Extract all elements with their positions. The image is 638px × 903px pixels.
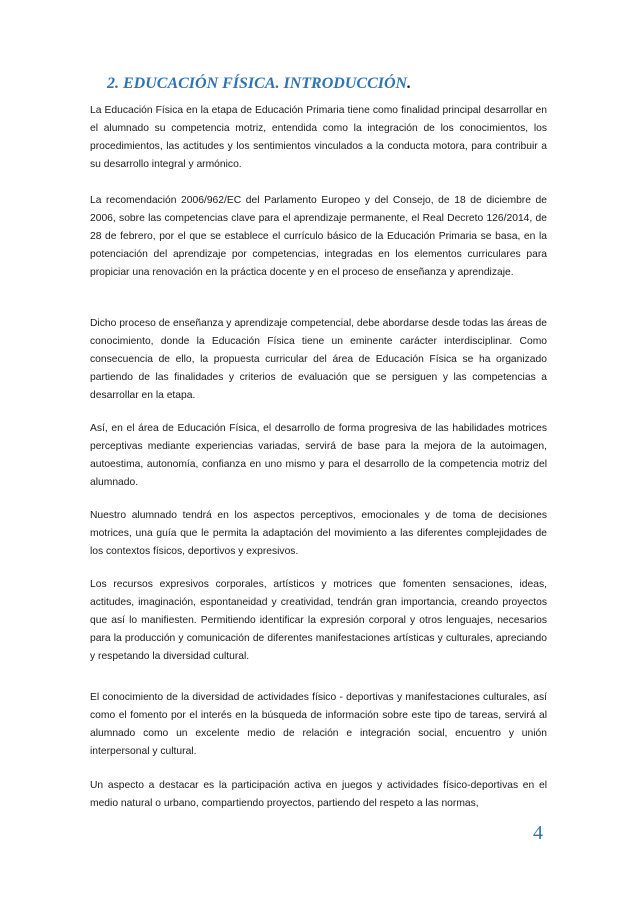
section-heading-text: 2. EDUCACIÓN FÍSICA. INTRODUCCIÓN	[107, 75, 408, 92]
paragraph-6: Los recursos expresivos corporales, artísticos y motrices que fomenten sensaciones, ideas, actitudes, imaginación, espontaneidad y creatividad, tendrán gran importancia, creando proyectos que así lo manifiesten. Permitiendo identificar la expresión corporal y otros lenguajes, necesarios para la producción y comunicación de diferentes manifestaciones artísticas y culturales, apreciando y respetando la diversidad cultural.	[90, 579, 547, 662]
paragraph-8: Un aspecto a destacar es la participación activa en juegos y actividades físico-deportivas en el medio natural o urbano, compartiendo proyectos, partiendo del respeto a las normas,	[90, 780, 547, 809]
page-number: 4	[533, 822, 543, 844]
paragraph-7: El conocimiento de la diversidad de actividades físico - deportivas y manifestaciones culturales, así como el fomento por el interés en la búsqueda de información sobre este tipo de tareas, servirá al alumnado como un excelente medio de relación e integración social, encuentro y unión interpersonal y cultural.	[90, 692, 547, 757]
section-heading-period: .	[407, 75, 412, 92]
section-heading	[107, 75, 411, 93]
paragraph-2: La recomendación 2006/962/EC del Parlamento Europeo y del Consejo, de 18 de diciembre de 2006, sobre las competencias clave para el aprendizaje permanente, el Real Decreto 126/2014, de 28 de febrero, por el que se establece el currículo básico de la Educación Primaria se basa, en la potenciación del aprendizaje por competencias, integradas en los elementos curriculares para propiciar una renovación en la práctica docente y en el proceso de enseñanza y aprendizaje.	[90, 195, 547, 278]
paragraph-3: Dicho proceso de enseñanza y aprendizaje competencial, debe abordarse desde todas las áreas de conocimiento, donde la Educación Física tiene un eminente carácter interdisciplinar. Como consecuencia de ello, la propuesta curricular del área de Educación Física se ha organizado partiendo de las finalidades y criterios de evaluación que se persiguen y las competencias a desarrollar en la etapa.	[90, 318, 547, 401]
paragraph-4: Así, en el área de Educación Física, el desarrollo de forma progresiva de las habilidades motrices perceptivas mediante experiencias variadas, servirá de base para la mejora de la autoimagen, autoestima, autonomía, confianza en uno mismo y para el desarrollo de la competencia motriz del alumnado.	[90, 423, 547, 488]
paragraph-5: Nuestro alumnado tendrá en los aspectos perceptivos, emocionales y de toma de decisiones motrices, una guía que le permita la adaptación del movimiento a las diferentes complejidades de los contextos físicos, deportivos y expresivos.	[90, 510, 547, 557]
paragraph-1: La Educación Física en la etapa de Educación Primaria tiene como finalidad principal desarrollar en el alumnado su competencia motriz, entendida como la integración de los conocimientos, los procedimientos, las actitudes y los sentimientos vinculados a la conducta motora, para contribuir a su desarrollo integral y armónico.	[90, 105, 547, 170]
